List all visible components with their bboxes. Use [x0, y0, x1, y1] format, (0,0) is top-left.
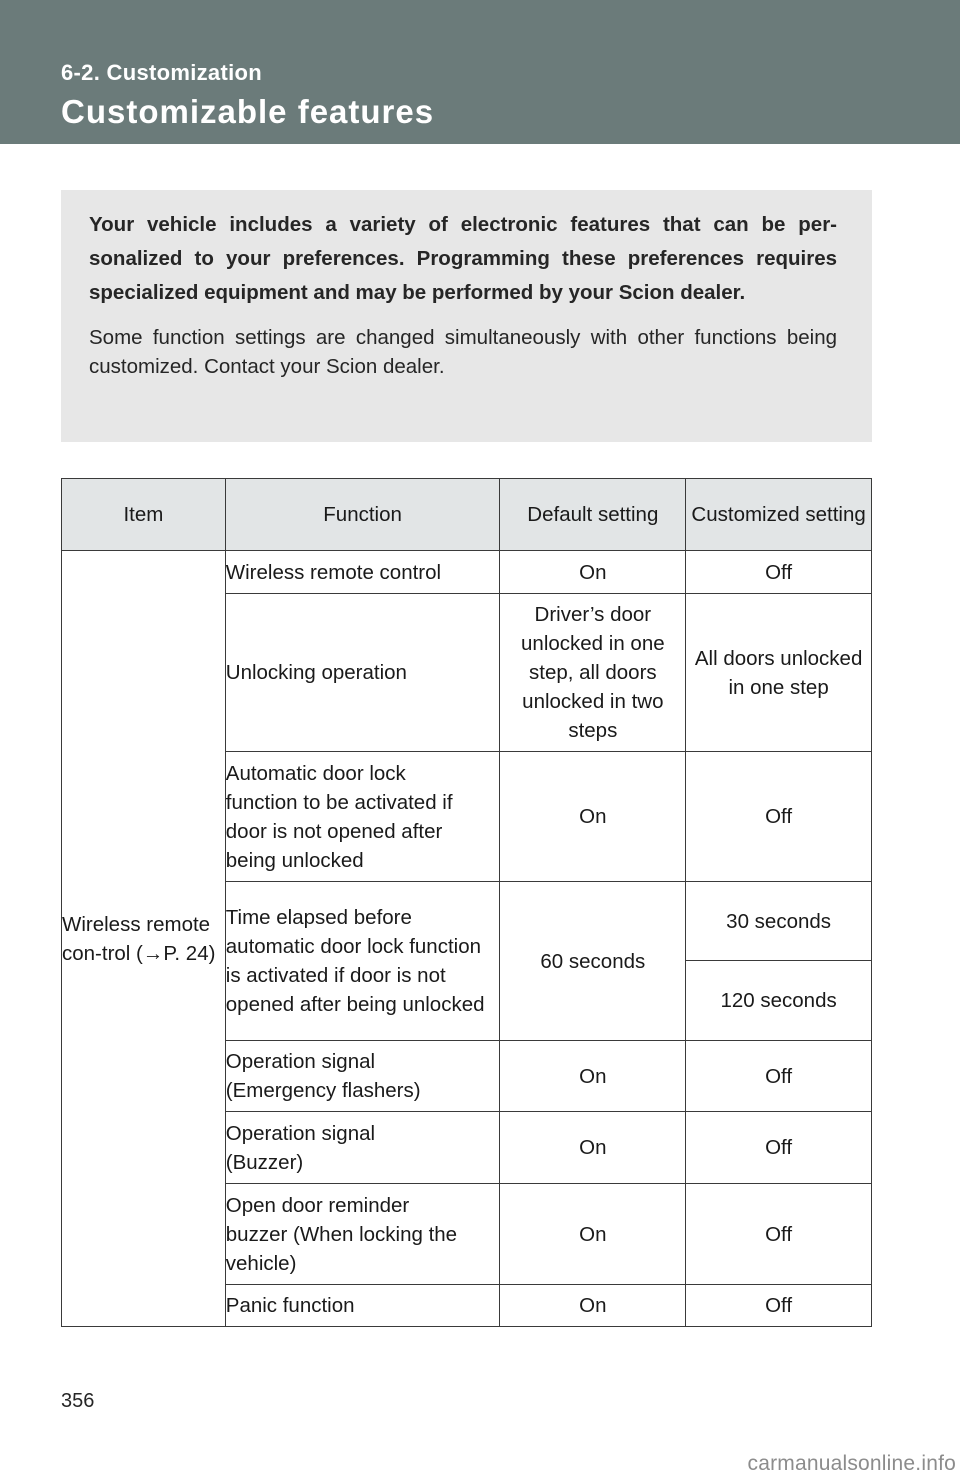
default-cell: On: [500, 1041, 686, 1112]
column-header-customized: Customized setting: [686, 479, 872, 551]
settings-table: [61, 478, 872, 1327]
table-row: [62, 551, 872, 594]
intro-bold-text: Your vehicle includes a variety of electronic features that can be per-sonalized to your preferences. Programming these preferences requires specialized equipment and may be performed by your Scion dealer.: [89, 213, 837, 304]
item-cell: Wireless remote con-trol (→P. 24): [62, 551, 226, 1327]
page-title: Customizable features: [61, 93, 435, 130]
default-cell: On: [500, 1112, 686, 1184]
header-banner: [0, 0, 960, 144]
page-number: 356: [61, 1390, 95, 1412]
custom-cell: Off: [686, 1041, 872, 1112]
table-header-row: [62, 479, 872, 551]
custom-cell: Off: [686, 1112, 872, 1184]
intro-note-text: Some function settings are changed simultaneously with other functions being customized. Contact your Scion dealer.: [89, 326, 837, 378]
intro-box: [61, 190, 872, 442]
custom-cell: 30 seconds: [686, 882, 872, 961]
default-cell: On: [500, 1184, 686, 1285]
custom-cell: Off: [686, 1285, 872, 1327]
column-header-function: Function: [225, 479, 500, 551]
section-label: 6-2. Customization: [61, 60, 262, 85]
custom-cell: Off: [686, 752, 872, 882]
function-cell: Operation signal (Emergency flashers): [225, 1041, 500, 1112]
default-cell: On: [500, 1285, 686, 1327]
watermark: carmanualsonline.info: [747, 1452, 956, 1475]
custom-cell: All doors unlocked in one step: [686, 594, 872, 752]
custom-cell: Off: [686, 1184, 872, 1285]
function-cell: Time elapsed before automatic door lock function is activated if door is not opened after being unlocked: [225, 882, 500, 1041]
default-cell: On: [500, 752, 686, 882]
function-cell: Unlocking operation: [225, 594, 500, 752]
function-cell: Wireless remote control: [225, 551, 500, 594]
custom-cell: Off: [686, 551, 872, 594]
default-cell: On: [500, 551, 686, 594]
default-cell: Driver’s door unlocked in one step, all doors unlocked in two steps: [500, 594, 686, 752]
function-cell: Panic function: [225, 1285, 500, 1327]
column-header-default: Default setting: [500, 479, 686, 551]
function-cell: Operation signal (Buzzer): [225, 1112, 500, 1184]
function-cell: Automatic door lock function to be activated if door is not opened after being unlocked: [225, 752, 500, 882]
function-cell: Open door reminder buzzer (When locking the vehicle): [225, 1184, 500, 1285]
custom-cell: 120 seconds: [686, 961, 872, 1041]
default-cell: 60 seconds: [500, 882, 686, 1041]
column-header-item: Item: [62, 479, 226, 551]
